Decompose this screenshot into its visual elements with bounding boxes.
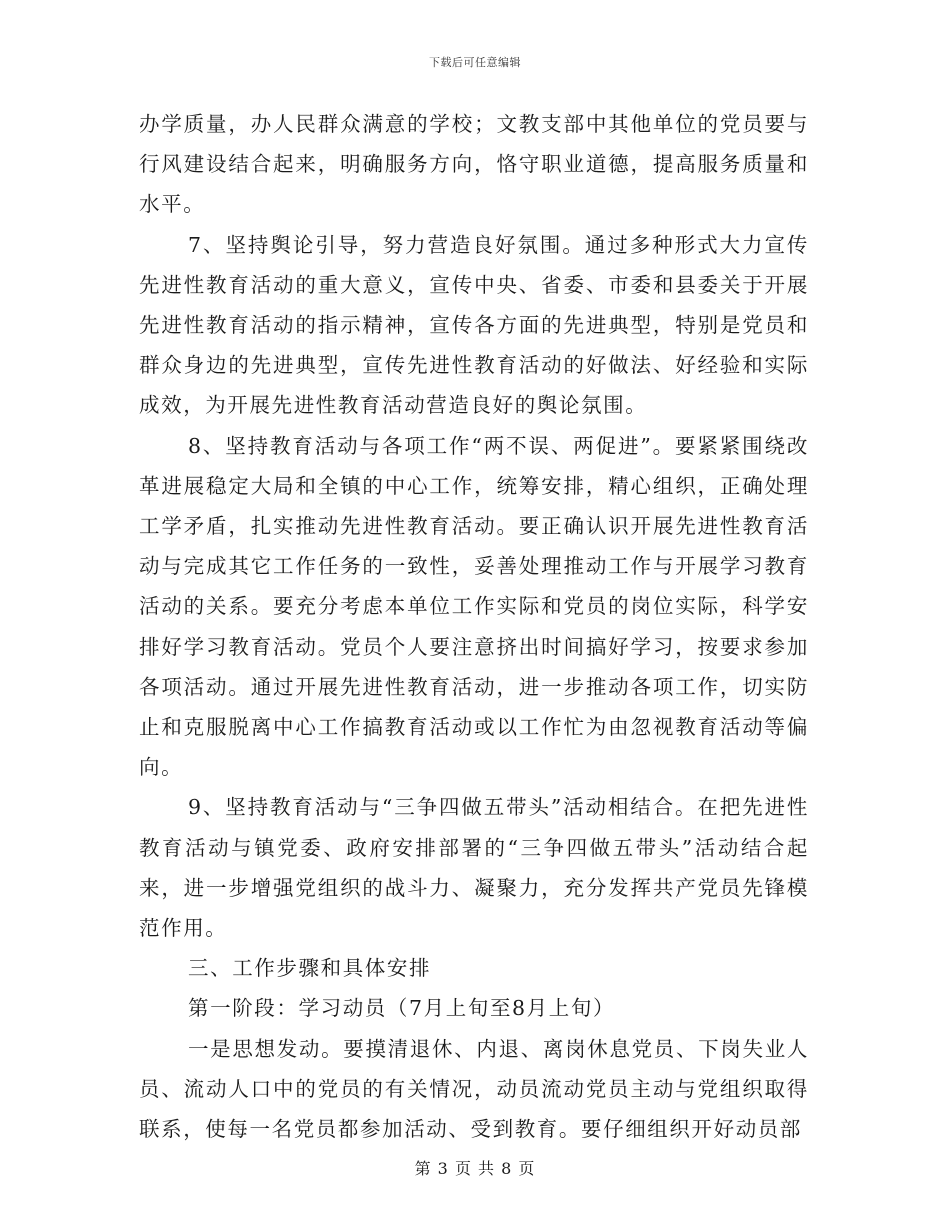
paragraph-mobilization: 一是思想发动。要摸清退休、内退、离岗休息党员、下岗失业人员、流动人口中的党员的有关情况，动员流动党员主动与党组织取得联系，使每一名党员都参加活动、受到教育。要仔细组织开好动员部 [139, 1036, 809, 1142]
paragraph-item-8: 8、坚持教育活动与各项工作“两不误、两促进”。要紧紧围绕改革进展稳定大局和全镇的中心工作，统筹安排，精心组织，正确处理工学矛盾，扎实推动先进性教育活动。要正确认识开展先进性教育活动与完成其它工作任务的一致性，妥善处理推动工作与开展学习教育活动的关系。要充分考虑本单位工作实际和党员的岗位实际，科学安排好学习教育活动。党员个人要注意挤出时间搞好学习，按要求参加各项活动。通过开展先进性教育活动，进一步推动各项工作，切实防止和克服脱离中心工作搞教育活动或以工作忙为由忽视教育活动等偏向。 [139, 433, 809, 780]
page-header: 下载后可任意编辑 [429, 56, 521, 69]
page-number: 第 3 页 共 8 页 [414, 1159, 536, 1178]
section-heading-3: 三、工作步骤和具体安排 [188, 956, 432, 981]
paragraph-continuation: 办学质量，办人民群众满意的学校；文教支部中其他单位的党员要与行风建设结合起来，明确服务方向，恪守职业道德，提高服务质量和水平。 [139, 112, 809, 217]
paragraph-item-7: 7、坚持舆论引导，努力营造良好氛围。通过多种形式大力宣传先进性教育活动的重大意义，宣传中央、省委、市委和县委关于开展先进性教育活动的指示精神，宣传各方面的先进典型，特别是党员和群众身边的先进典型，宣传先进性教育活动的好做法、好经验和实际成效，为开展先进性教育活动营造良好的舆论氛围。 [139, 232, 809, 418]
document-body [139, 104, 809, 1149]
phase-one-heading: 第一阶段：学习动员（7月上旬至8月上旬） [188, 996, 616, 1021]
paragraph-item-9: 9、坚持教育活动与“三争四做五带头”活动相结合。在把先进性教育活动与镇党委、政府安排部署的“三争四做五带头”活动结合起来，进一步增强党组织的战斗力、凝聚力，充分发挥共产党员先锋模范作用。 [139, 795, 809, 941]
